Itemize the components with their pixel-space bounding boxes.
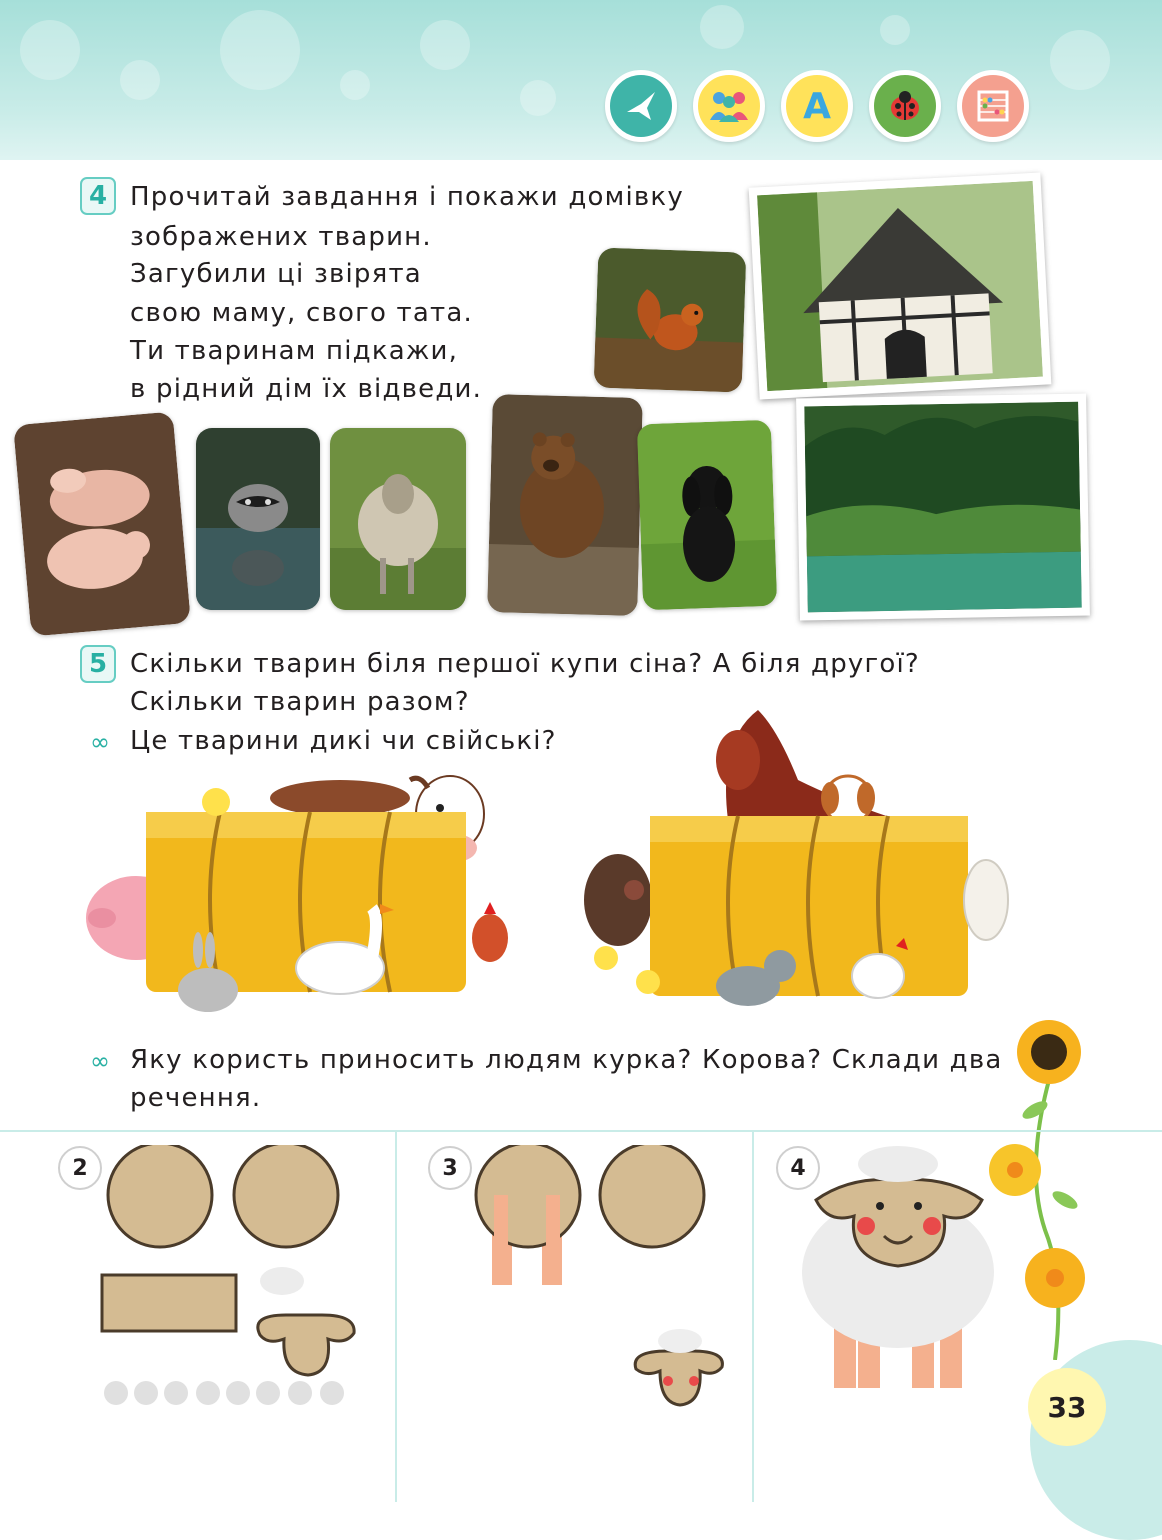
- origami-bird-icon: [605, 70, 677, 142]
- letter-a-icon: A: [781, 70, 853, 142]
- craft-step-4-badge: 4: [776, 1146, 820, 1190]
- task-4-line-4: свою маму, свого тата.: [130, 298, 473, 328]
- task-5-question-chicken-cow: Яку користь приносить людям курка? Корова? Склади два: [130, 1045, 1003, 1075]
- task-5-line-1: Скільки тварин біля першої купи сіна? А біля другої?: [130, 649, 920, 679]
- task-4-line-5: Ти тваринам підкажи,: [130, 336, 459, 366]
- task-5-badge: 5: [80, 645, 116, 683]
- craft-step-2-badge: 2: [58, 1146, 102, 1190]
- task-4-line-6: в рідний дім їх відведи.: [130, 374, 483, 404]
- task-5-question-wild-domestic: Це тварини дикі чи свійські?: [130, 726, 557, 756]
- craft-divider-2: [752, 1130, 754, 1502]
- house-photo[interactable]: [749, 173, 1052, 400]
- task-4-line-2: зображених тварин.: [130, 222, 432, 252]
- sheep-photo[interactable]: [330, 428, 466, 610]
- craft-step-2-pieces: [100, 1145, 360, 1425]
- forest-lake-photo[interactable]: [796, 393, 1090, 620]
- people-group-icon: [693, 70, 765, 142]
- squirrel-photo[interactable]: [594, 247, 747, 392]
- abacus-icon: [957, 70, 1029, 142]
- craft-step-3-badge: 3: [428, 1146, 472, 1190]
- dog-photo[interactable]: [637, 420, 777, 611]
- task-5-question-chicken-cow-cont: речення.: [130, 1083, 262, 1113]
- raccoon-photo[interactable]: [196, 428, 320, 610]
- task-4-line-1: Прочитай завдання і покажи домівку: [130, 182, 684, 212]
- header-icon-row: [605, 70, 1029, 142]
- craft-divider-1: [395, 1130, 397, 1502]
- pigs-photo[interactable]: [13, 411, 191, 636]
- bear-photo[interactable]: [487, 394, 643, 616]
- hay-scene-2-illustration: [578, 700, 1028, 1030]
- infinity-icon-2: ∞: [90, 1047, 110, 1075]
- craft-step-3-pieces: [470, 1145, 730, 1425]
- infinity-icon: ∞: [90, 728, 110, 756]
- hay-scene-1-illustration: [80, 768, 530, 1028]
- task-5-line-2: Скільки тварин разом?: [130, 687, 470, 717]
- page-number: 33: [1028, 1368, 1106, 1446]
- task-4-line-3: Загубили ці звірята: [130, 259, 422, 289]
- ladybug-icon: [869, 70, 941, 142]
- craft-finished-sheep: [800, 1140, 1000, 1400]
- task-4-badge: 4: [80, 177, 116, 215]
